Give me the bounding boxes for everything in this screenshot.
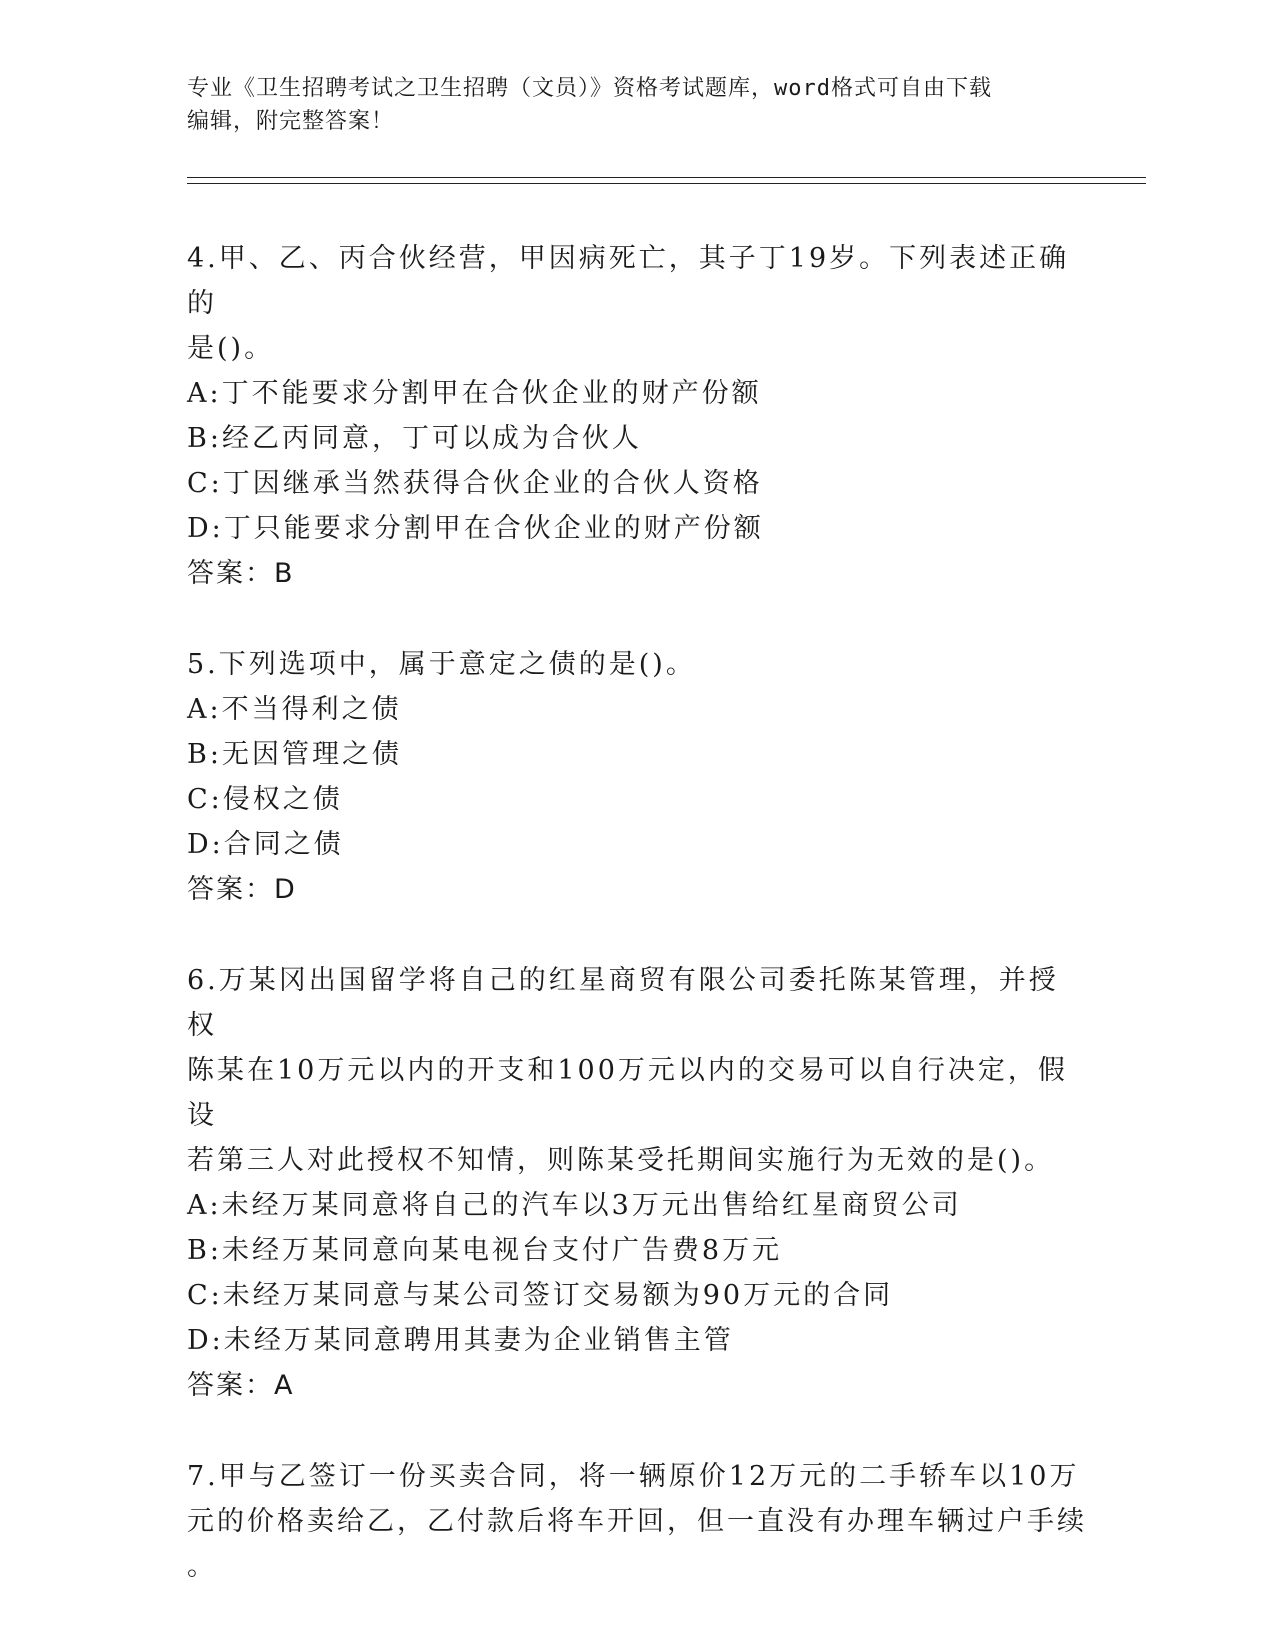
answer-label: 答案： bbox=[187, 874, 274, 905]
option-c: C:侵权之债 bbox=[187, 784, 343, 815]
header-divider-top bbox=[187, 177, 1146, 178]
question-6 bbox=[187, 958, 1087, 1408]
question-text-line: 元的价格卖给乙，乙付款后将车开回，但一直没有办理车辆过户手续 bbox=[187, 1506, 1087, 1537]
question-text-line: 若第三人对此授权不知情，则陈某受托期间实施行为无效的是()。 bbox=[187, 1145, 1055, 1176]
answer bbox=[187, 867, 1087, 912]
question-text-line: 陈某在10万元以内的开支和100万元以内的交易可以自行决定，假设 bbox=[187, 1055, 1068, 1131]
answer-label: 答案： bbox=[187, 1370, 274, 1401]
option-d: D:未经万某同意聘用其妻为企业销售主管 bbox=[187, 1325, 734, 1356]
option-c: C:未经万某同意与某公司签订交易额为90万元的合同 bbox=[187, 1280, 894, 1311]
option-b: B:无因管理之债 bbox=[187, 739, 402, 770]
question-text-line: 是()。 bbox=[187, 333, 275, 364]
question-text-line: 5.下列选项中，属于意定之债的是()。 bbox=[187, 649, 696, 680]
answer-label: 答案： bbox=[187, 558, 274, 589]
answer-value: B bbox=[274, 558, 294, 589]
answer-value: A bbox=[274, 1370, 294, 1401]
document-header bbox=[187, 72, 1087, 138]
option-d: D:合同之债 bbox=[187, 829, 344, 860]
header-line-1: 专业《卫生招聘考试之卫生招聘（文员）》资格考试题库，word格式可自由下载 bbox=[187, 76, 992, 101]
answer bbox=[187, 551, 1087, 596]
option-a: A:未经万某同意将自己的汽车以3万元出售给红星商贸公司 bbox=[187, 1190, 962, 1221]
option-c: C:丁因继承当然获得合伙企业的合伙人资格 bbox=[187, 468, 763, 499]
question-text-line: 。 bbox=[187, 1551, 217, 1582]
question-text-line: 7.甲与乙签订一份买卖合同，将一辆原价12万元的二手轿车以10万 bbox=[187, 1461, 1080, 1492]
option-b: B:经乙丙同意，丁可以成为合伙人 bbox=[187, 423, 642, 454]
header-divider-bottom bbox=[187, 183, 1146, 184]
header-line-2: 编辑，附完整答案！ bbox=[187, 109, 395, 134]
option-a: A:不当得利之债 bbox=[187, 694, 402, 725]
answer bbox=[187, 1363, 1087, 1408]
answer-value: D bbox=[274, 874, 296, 905]
question-text-line: 4.甲、乙、丙合伙经营，甲因病死亡，其子丁19岁。下列表述正确的 bbox=[187, 243, 1070, 319]
question-5 bbox=[187, 642, 1087, 912]
option-d: D:丁只能要求分割甲在合伙企业的财产份额 bbox=[187, 513, 764, 544]
question-text-line: 6.万某冈出国留学将自己的红星商贸有限公司委托陈某管理，并授权 bbox=[187, 965, 1059, 1041]
option-a: A:丁不能要求分割甲在合伙企业的财产份额 bbox=[187, 378, 762, 409]
question-list bbox=[187, 236, 1087, 1635]
question-4 bbox=[187, 236, 1087, 596]
option-b: B:未经万某同意向某电视台支付广告费8万元 bbox=[187, 1235, 783, 1266]
question-7 bbox=[187, 1454, 1087, 1589]
